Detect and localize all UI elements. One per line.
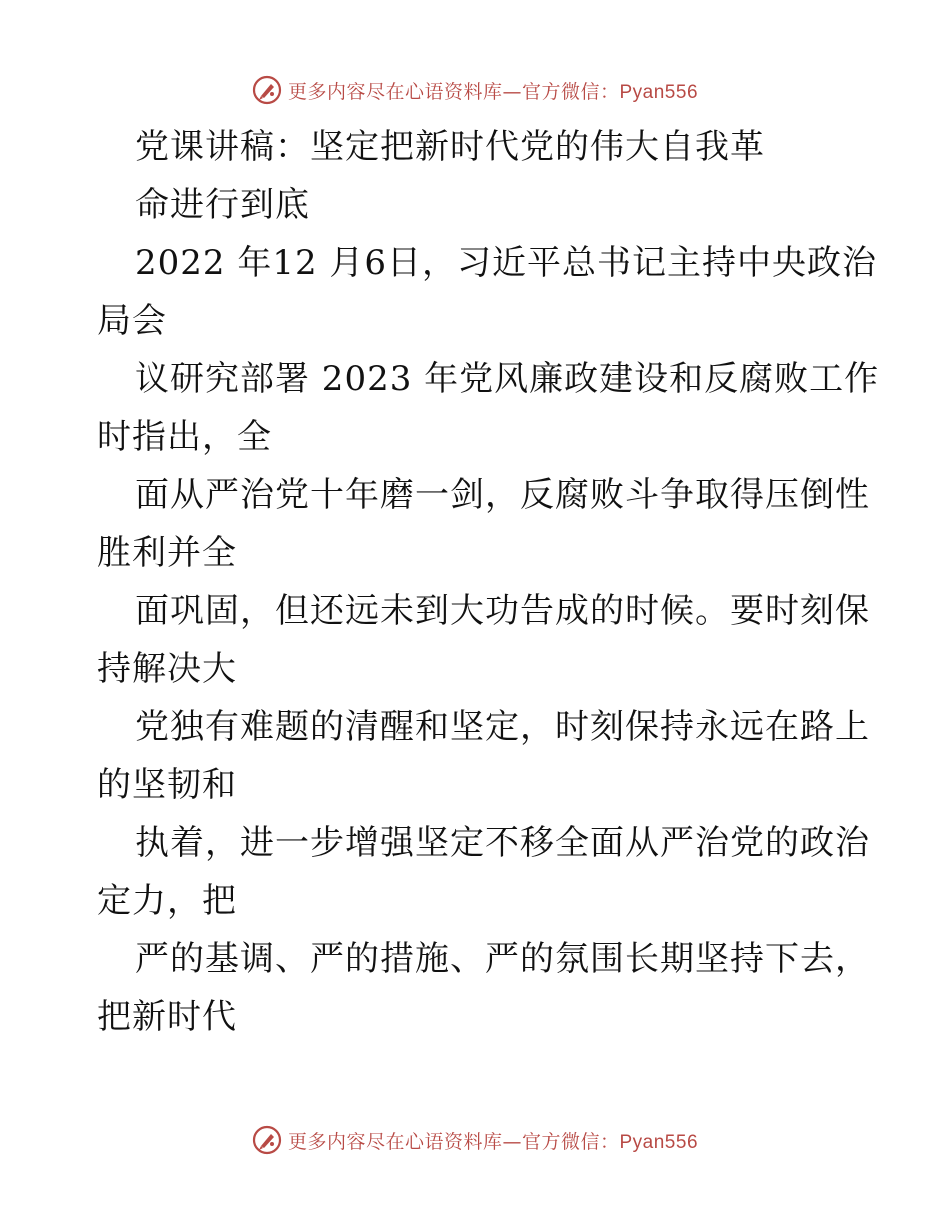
document-line: 议研究部署 2023 年党风廉政建设和反腐败工作 (135, 359, 880, 399)
pen-nib-logo-icon (252, 75, 282, 105)
header-contact-label: 官方微信： (521, 80, 620, 103)
footer-contact-label: 官方微信： (521, 1130, 620, 1153)
header-watermark-text (288, 77, 698, 104)
document-line: 局会 (97, 301, 167, 341)
document-line: 党独有难题的清醒和坚定，时刻保持永远在路上 (135, 707, 870, 747)
document-line: 时指出，全 (97, 417, 272, 457)
footer-contact-handle: Pyan556 (619, 1131, 699, 1153)
footer-watermark-text (288, 1127, 698, 1154)
document-line: 胜利并全 (97, 533, 237, 573)
document-line: 命进行到底 (135, 185, 310, 225)
header-contact-handle: Pyan556 (619, 81, 699, 103)
footer-site-name: 更多内容尽在心语资料库 (287, 1130, 503, 1153)
document-body (97, 118, 880, 1046)
document-line: 持解决大 (97, 649, 237, 689)
document-line: 2022 年12 月6日，习近平总书记主持中央政治 (135, 243, 878, 283)
document-line: 面巩固，但还远未到大功告成的时候。要时刻保 (135, 591, 870, 631)
footer-watermark (0, 1120, 950, 1160)
header-site-name: 更多内容尽在心语资料库 (287, 80, 503, 103)
pen-nib-logo-icon (252, 1125, 282, 1155)
document-line: 面从严治党十年磨一剑，反腐败斗争取得压倒性 (135, 475, 870, 515)
document-line: 执着，进一步增强坚定不移全面从严治党的政治 (135, 823, 870, 863)
document-line: 严的基调、严的措施、严的氛围长期坚持下去， (135, 939, 870, 979)
header-separator: — (502, 80, 522, 103)
document-line: 定力，把 (97, 881, 237, 921)
footer-separator: — (502, 1130, 522, 1153)
document-line: 党课讲稿：坚定把新时代党的伟大自我革 (135, 127, 765, 167)
document-line: 的坚韧和 (97, 765, 237, 805)
document-line: 把新时代 (97, 997, 237, 1037)
header-watermark (0, 70, 950, 110)
